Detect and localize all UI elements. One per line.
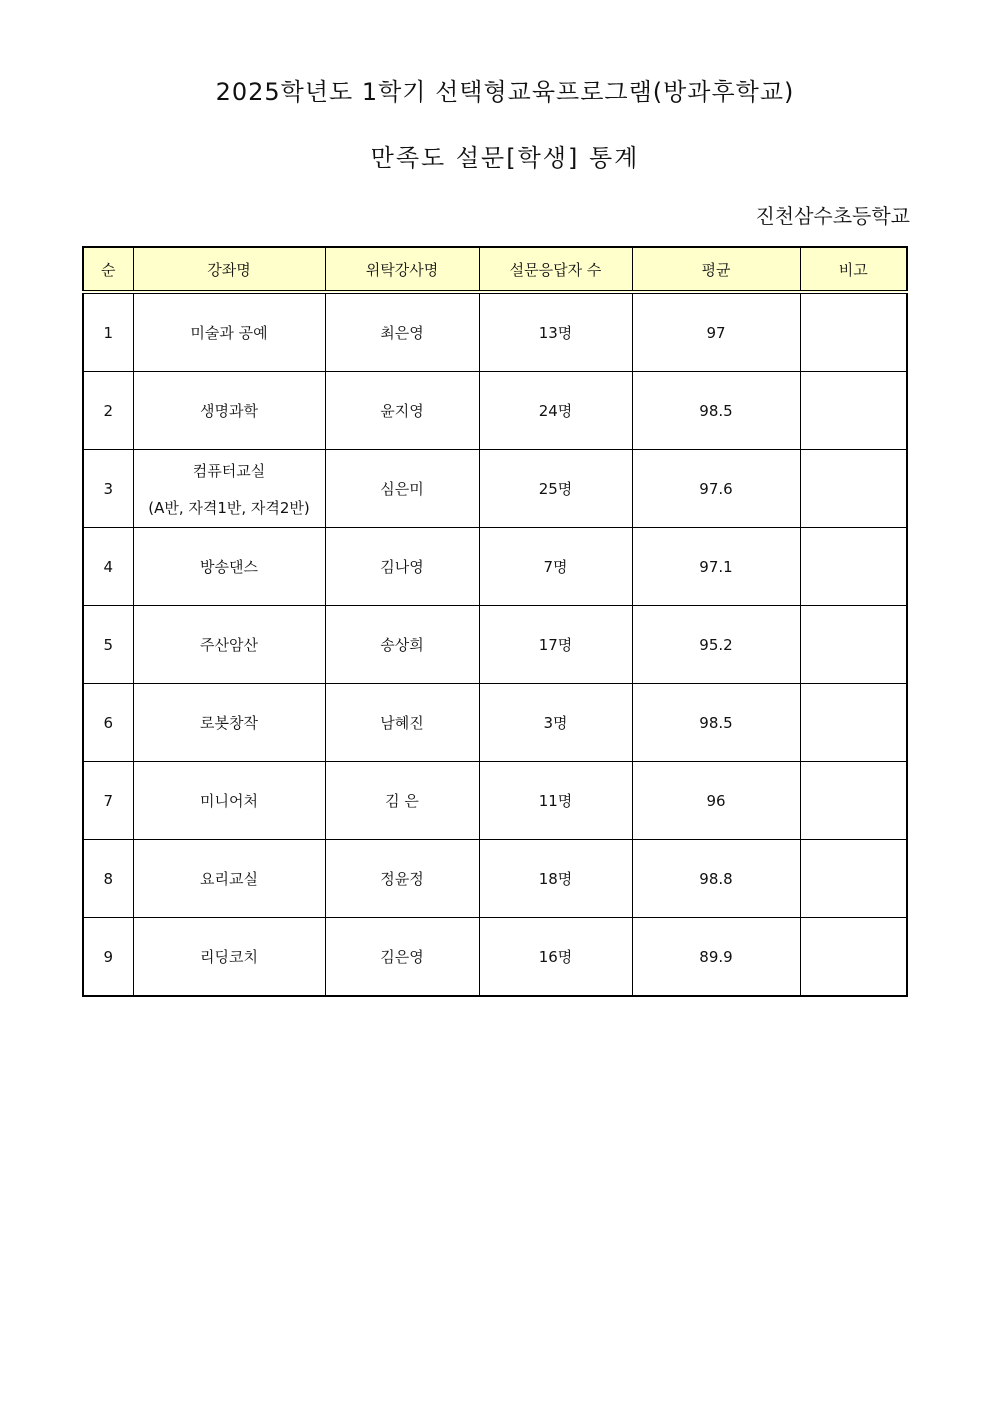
cell-remarks (800, 450, 907, 528)
cell-course: 생명과학 (133, 372, 325, 450)
cell-no: 5 (83, 606, 133, 684)
header-remarks: 비고 (800, 247, 907, 292)
cell-course: 요리교실 (133, 840, 325, 918)
cell-respondents: 7명 (479, 528, 632, 606)
cell-course: 미니어처 (133, 762, 325, 840)
cell-respondents: 17명 (479, 606, 632, 684)
cell-course: 미술과 공예 (133, 292, 325, 372)
document-title: 2025학년도 1학기 선택형교육프로그램(방과후학교) (215, 78, 795, 106)
cell-instructor: 정윤정 (325, 840, 479, 918)
cell-course: 방송댄스 (133, 528, 325, 606)
cell-no: 1 (83, 292, 133, 372)
header-instructor: 위탁강사명 (325, 247, 479, 292)
cell-average: 97 (632, 292, 800, 372)
table-row (83, 450, 907, 528)
cell-remarks (800, 840, 907, 918)
cell-average: 97.1 (632, 528, 800, 606)
table-row (83, 684, 907, 762)
course-name: 컴퓨터교실 (192, 461, 266, 480)
cell-remarks (800, 918, 907, 997)
cell-course: 로봇창작 (133, 684, 325, 762)
table-row (83, 840, 907, 918)
header-course: 강좌명 (133, 247, 325, 292)
cell-respondents: 18명 (479, 840, 632, 918)
table-row (83, 372, 907, 450)
cell-course (133, 450, 325, 528)
document-subtitle: 만족도 설문[학생] 통계 (370, 144, 640, 172)
cell-average: 96 (632, 762, 800, 840)
cell-remarks (800, 684, 907, 762)
cell-no: 7 (83, 762, 133, 840)
cell-remarks (800, 606, 907, 684)
cell-remarks (800, 372, 907, 450)
cell-instructor: 최은영 (325, 292, 479, 372)
cell-average: 89.9 (632, 918, 800, 997)
cell-no: 3 (83, 450, 133, 528)
cell-no: 4 (83, 528, 133, 606)
survey-stats-table (82, 246, 908, 997)
header-no: 순 (83, 247, 133, 292)
table-header-row (83, 247, 907, 292)
table-row (83, 528, 907, 606)
cell-remarks (800, 762, 907, 840)
cell-no: 9 (83, 918, 133, 997)
cell-respondents: 24명 (479, 372, 632, 450)
table-row (83, 762, 907, 840)
cell-respondents: 25명 (479, 450, 632, 528)
cell-respondents: 16명 (479, 918, 632, 997)
cell-remarks (800, 528, 907, 606)
cell-average: 98.5 (632, 372, 800, 450)
school-name: 진천삼수초등학교 (755, 204, 910, 228)
cell-respondents: 3명 (479, 684, 632, 762)
cell-instructor: 김 은 (325, 762, 479, 840)
cell-course: 리딩코치 (133, 918, 325, 997)
cell-average: 97.6 (632, 450, 800, 528)
table-row (83, 918, 907, 997)
cell-instructor: 남혜진 (325, 684, 479, 762)
cell-average: 95.2 (632, 606, 800, 684)
cell-instructor: 김나영 (325, 528, 479, 606)
cell-instructor: 심은미 (325, 450, 479, 528)
cell-instructor: 윤지영 (325, 372, 479, 450)
cell-respondents: 13명 (479, 292, 632, 372)
header-respondents: 설문응답자 수 (479, 247, 632, 292)
table-row (83, 606, 907, 684)
cell-no: 8 (83, 840, 133, 918)
cell-no: 2 (83, 372, 133, 450)
header-average: 평균 (632, 247, 800, 292)
cell-average: 98.5 (632, 684, 800, 762)
course-sub-note: (A반, 자격1반, 자격2반) (148, 498, 310, 517)
cell-instructor: 송상희 (325, 606, 479, 684)
cell-instructor: 김은영 (325, 918, 479, 997)
cell-average: 98.8 (632, 840, 800, 918)
cell-respondents: 11명 (479, 762, 632, 840)
cell-no: 6 (83, 684, 133, 762)
table-row (83, 292, 907, 372)
cell-course: 주산암산 (133, 606, 325, 684)
cell-remarks (800, 292, 907, 372)
